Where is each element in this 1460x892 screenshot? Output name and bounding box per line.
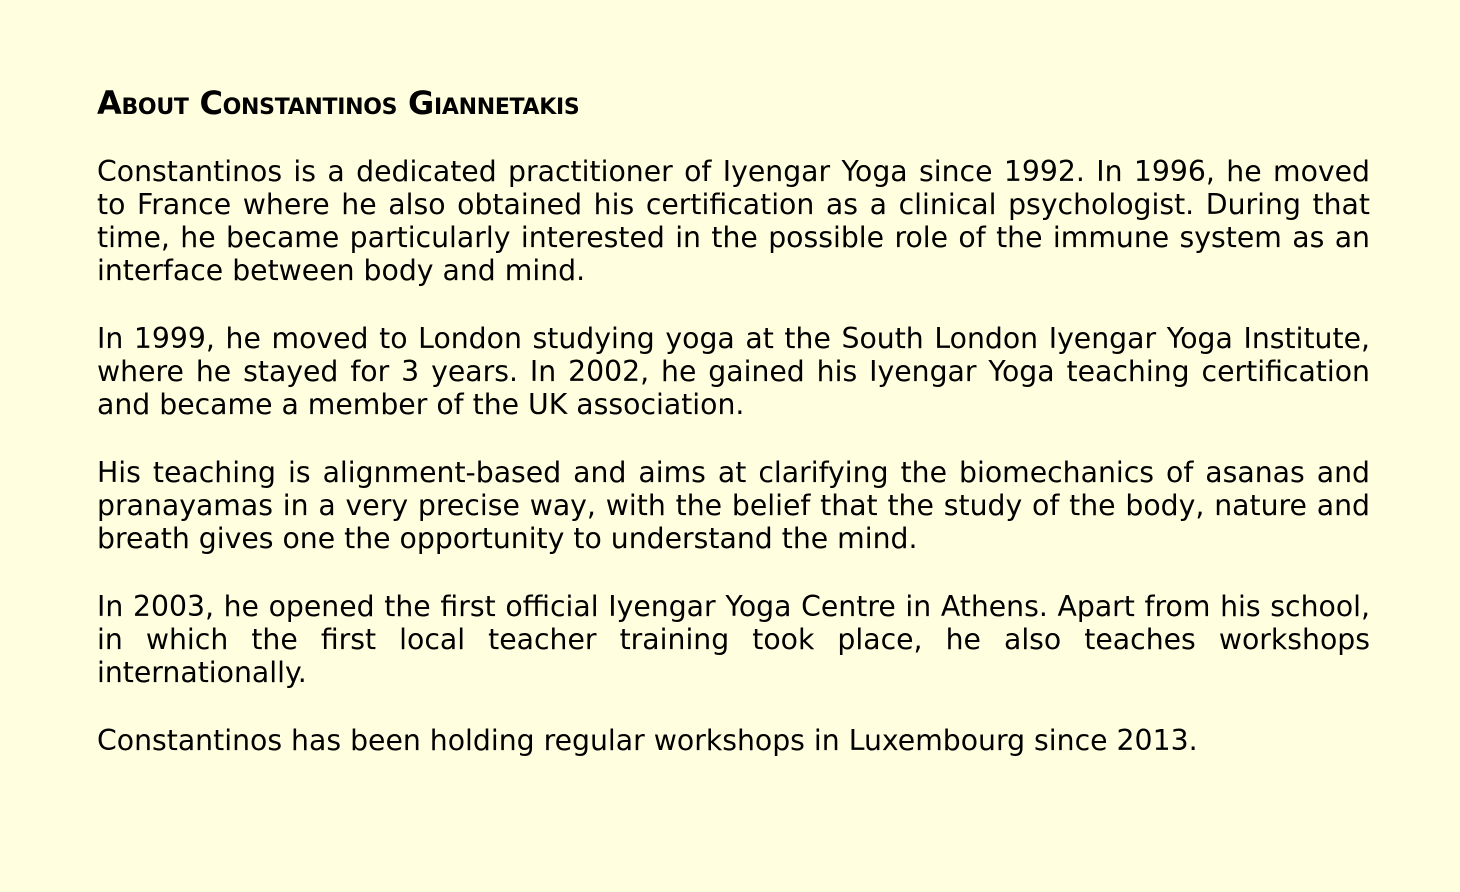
- page-title: About Constantinos Giannetakis: [97, 84, 580, 122]
- bio-paragraph-3: His teaching is alignment-based and aims at clarifying the biomechanics of asanas and pranayamas in a very precise way, with the belief that the study of the body, nature and breath gives one the opportunity to understand the mind.: [97, 456, 1370, 555]
- bio-paragraph-2: In 1999, he moved to London studying yoga at the South London Iyengar Yoga Institute, where he stayed for 3 years. In 2002, he gained his Iyengar Yoga teaching certification and became a member of the UK association.: [97, 322, 1370, 421]
- bio-paragraph-5: Constantinos has been holding regular workshops in Luxembourg since 2013.: [97, 724, 1198, 757]
- about-section: [97, 78, 1370, 792]
- bio-paragraph-4: In 2003, he opened the first official Iyengar Yoga Centre in Athens. Apart from his school, in which the first local teacher training took place, he also teaches workshops internationally.: [97, 590, 1370, 689]
- bio-paragraph-1: Constantinos is a dedicated practitioner of Iyengar Yoga since 1992. In 1996, he moved to France where he also obtained his certification as a clinical psychologist. During that time, he became particularly interested in the possible role of the immune system as an interface between body and mind.: [97, 155, 1370, 287]
